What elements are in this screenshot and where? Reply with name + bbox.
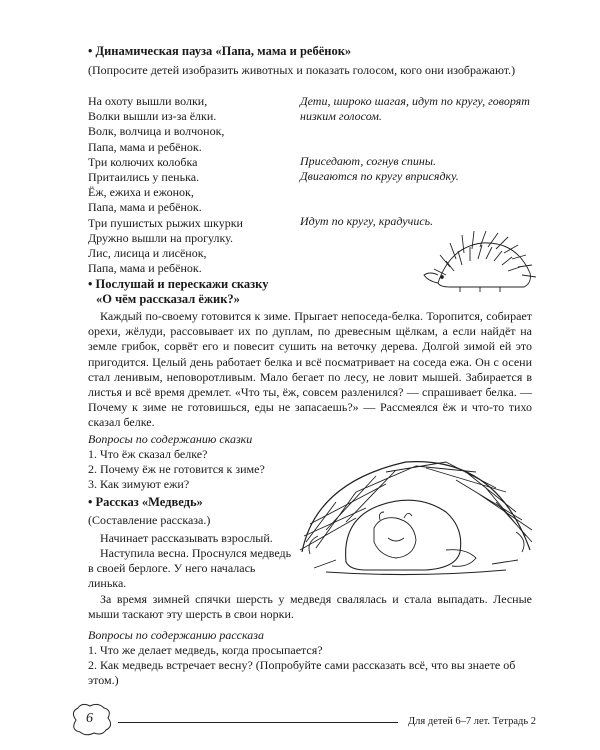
book-title: Для детей 6–7 лет. Тетрадь 2 — [408, 716, 536, 727]
section-heading-dynamic-pause: • Динамическая пауза «Папа, мама и ребёнок» — [88, 44, 352, 58]
question-item: 1. Что ёж сказал белке? — [88, 447, 208, 461]
direction-line: низким голосом. — [300, 109, 382, 123]
question-item: 2. Как медведь встречает весну? (Попробуйте сами рассказать всё, что вы знаете об этом.) — [88, 658, 516, 688]
poem-line: Три пушистых рыжих шкурки — [88, 215, 243, 230]
direction-line: Приседают, согнув спины. — [300, 154, 436, 168]
questions-title: Вопросы по содержанию рассказа — [88, 628, 264, 642]
direction-line: Идут по кругу, крадучись. — [300, 214, 434, 228]
section-heading-hedgehog-tale: • Послушай и перескажи сказку — [88, 277, 269, 291]
poem-line: Лис, лисица и лисёнок, — [88, 246, 207, 261]
question-item: 3. Как зимуют ежи? — [88, 477, 190, 491]
poem-line: На охоту вышли волки, — [88, 94, 208, 108]
question-item: 1. Что же делает медведь, когда просыпается? — [88, 643, 323, 657]
poem — [88, 94, 288, 276]
direction-line: Двигаются по кругу вприсядку. — [300, 169, 459, 183]
question-item: 2. Почему ёж не готовится к зиме? — [88, 462, 265, 476]
footer-rule — [118, 722, 398, 723]
section-heading-hedgehog-tale-title: «О чём рассказал ёжик?» — [96, 292, 240, 306]
poem-line: Папа, мама и ребёнок. — [88, 200, 202, 215]
story-text: Каждый по-своему готовится к зиме. Прыгает непоседа-белка. Торопится, собирает орехи, жёлуди, рассовывает их по дуплам, по древесным щёлкам, а если найдёт на земле грибок, сорвёт его и повесит сушить на веточку дерева. Долгой зимой ей это пригодится. Целый день работает белка и всё посматривает на соседа ежа. Он с осени стал ленивым, неповоротливым. Мало бегает по лесу, не ловит мышей. Забирается в листья и всё время дремлет. «Что ты, ёж, совсем разленился? — спрашивает белка. — Почему к зиме не готовишься, еды не запасаешь?» — Рассмеялся ёж и что-то тихо сказал белке. — [88, 309, 532, 430]
poem-line: Ёж, ежиха и ежонок, — [88, 185, 194, 200]
bear-story-text: Наступила весна. Проснулся медведь в своей берлоге. У него началась линька. — [88, 546, 292, 591]
story-note: (Составление рассказа.) — [88, 513, 211, 527]
section-heading-bear-story: • Рассказ «Медведь» — [88, 495, 203, 509]
poem-line: Притаились у пенька. — [88, 170, 200, 185]
poem-line: Волки вышли из-за ёлки. — [88, 109, 217, 124]
direction-line: Дети, широко шагая, идут по кругу, говорят — [300, 94, 530, 108]
page-number: 6 — [86, 711, 93, 726]
questions-title: Вопросы по содержанию сказки — [88, 432, 253, 446]
bear-story-continuation: За время зимней спячки шерсть у медведя свалялась и стала выпадать. Лесные мыши таскают эту шерсть в свои норки. — [88, 592, 532, 622]
hedgehog-illustration — [420, 225, 540, 295]
poem-line: Папа, мама и ребёнок. — [88, 139, 202, 154]
poem-line: Папа, мама и ребёнок. — [88, 261, 202, 276]
story-starter: Начинает рассказывать взрослый. — [100, 531, 273, 545]
bear-den-illustration — [296, 432, 536, 582]
poem-line: Три колючих колобка — [88, 154, 198, 169]
poem-line: Дружно вышли на прогулку. — [88, 230, 233, 245]
poem-line: Волк, волчица и волчонок, — [88, 124, 225, 139]
section-intro: (Попросите детей изобразить животных и показать голосом, кого они изображают.) — [88, 63, 516, 77]
